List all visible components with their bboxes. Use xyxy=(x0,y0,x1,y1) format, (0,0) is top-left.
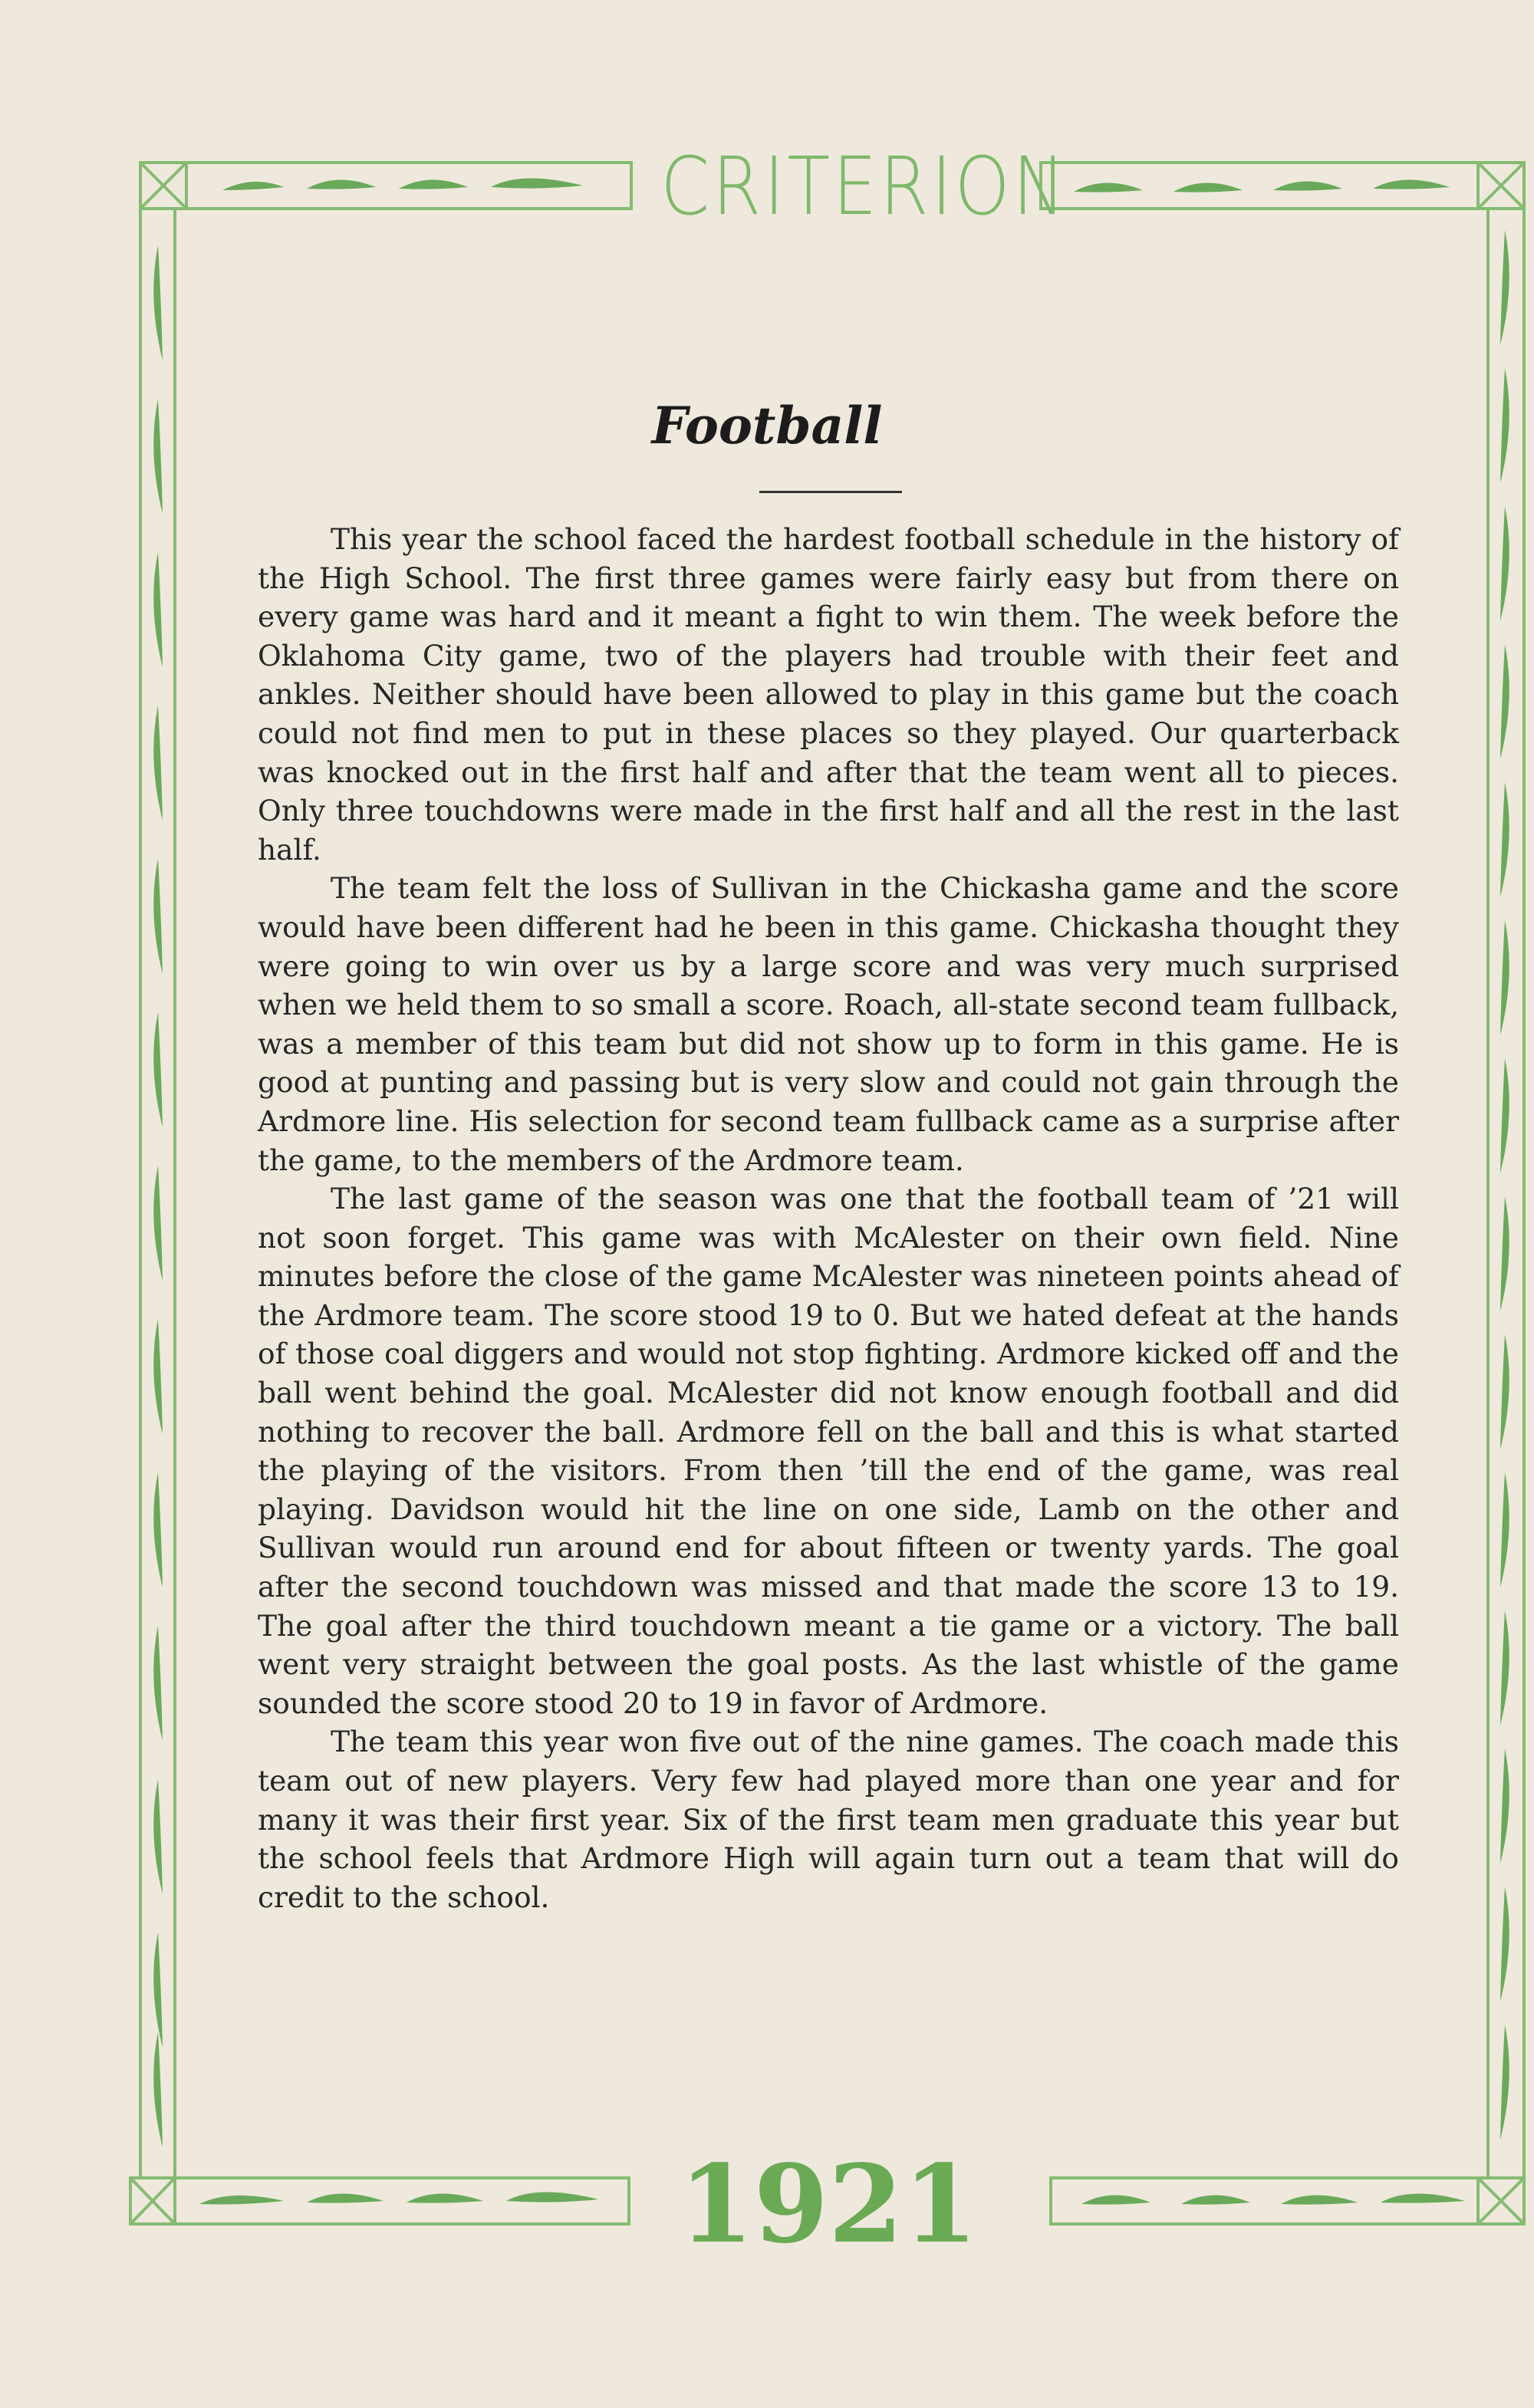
article-title: Football xyxy=(651,396,883,456)
footer-year: 1921 xyxy=(679,2142,978,2268)
paragraph: This year the school faced the hardest football schedule in the history of the High School. The first three games were fairly easy but from there on every game was hard and it meant a fight to win them. The week before the Oklahoma City game, two of the players had trouble with their feet and ankles. Neither should have been allowed to play in this game but the coach could not find men to put in these places so they played. Our quarterback was knocked out in the first half and after that the team went all to pieces. Only three touchdowns were made in the first half and all the rest in the last half. xyxy=(258,522,1399,867)
paragraph: The team felt the loss of Sullivan in the Chickasha game and the score would have been different had he been in this game. Chickasha thought they were going to win over us by a large score and was very much surprised when we held them to so small a score. Roach, all-state second team fullback, was a member of this team but did not show up to form in this game. He is good at punting and passing but is very slow and could not gain through the Ardmore line. His selection for second team fullback came as a surprise after the game, to the members of the Ardmore team. xyxy=(258,871,1399,1177)
paragraph: The last game of the season was one that the football team of ’21 will not soon forget. This game was with McAlester on their own field. Nine minutes before the close of the game McAlester was nineteen points ahead of the Ardmore team. The score stood 19 to 0. But we hated defeat at the hands of those coal diggers and would not stop fighting. Ardmore kicked off and the ball went behind the goal. McAlester did not know enough football and did nothing to recover the ball. Ardmore fell on the ball and this is what started the playing of the visitors. From then ’till the end of the game, was real playing. Davidson would hit the line on one side, Lamb on the other and Sullivan would run around end for about fifteen or twenty yards. The goal after the second touchdown was missed and that made the score 13 to 19. The goal after the third touchdown meant a tie game or a victory. The ball went very straight between the goal posts. As the last whistle of the game sounded the score stood 20 to 19 in favor of Ardmore. xyxy=(258,1182,1399,1720)
title-divider xyxy=(759,491,902,493)
article-body xyxy=(258,520,1399,2015)
masthead-title: CRITERION xyxy=(660,140,1068,233)
paragraph: The team this year won five out of the nine games. The coach made this team out of new players. Very few had played more than one year and for many it was their first year. Six of the first team men graduate this year but the school feels that Ardmore High will again turn out a team that will do credit to the school. xyxy=(258,1725,1399,1914)
